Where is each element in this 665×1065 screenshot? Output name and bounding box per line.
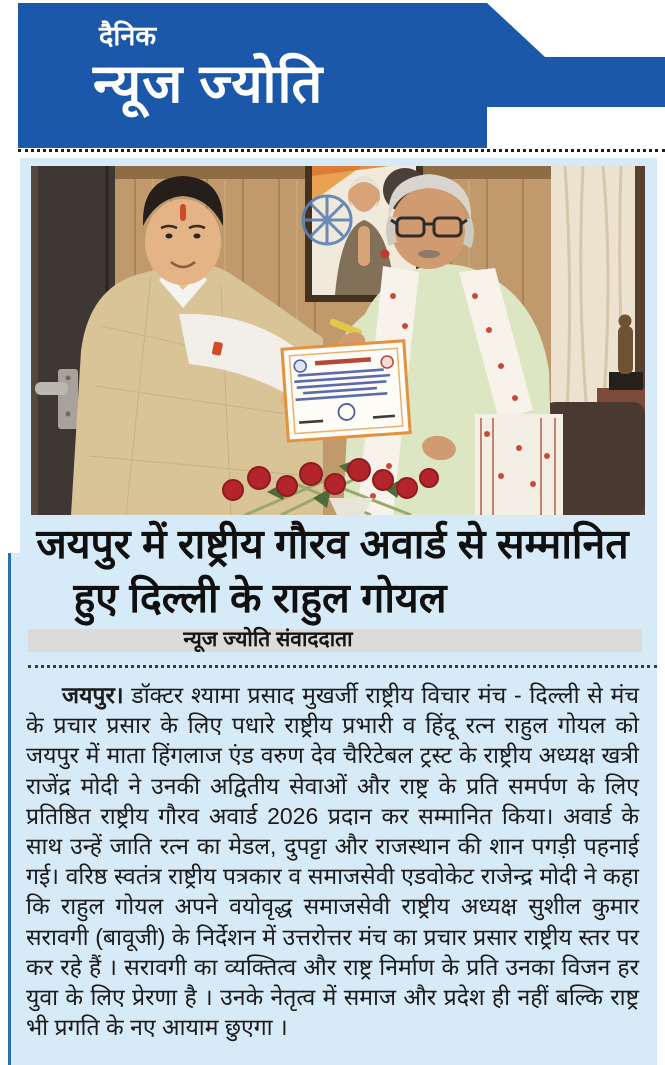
byline-strip [28,629,642,652]
award-certificate [282,341,410,441]
headline-line-2: हुए दिल्ली के राहुल गोयल [73,575,447,621]
tilak [180,204,186,221]
article-body-text: डॉक्टर श्यामा प्रसाद मुखर्जी राष्ट्रीय विचार मंच - दिल्ली से मंच के प्रचार प्रसार के लिए पधारे राष्ट्रीय प्रभारी व हिंदू रत्न राहुल गोयल को जयपुर में माता हिंगलाज एंड वरुण देव चैरिटेबल ट्रस्ट के राष्ट्रीय अध्यक्ष खत्री राजेंद्र मोदी ने उनकी अद्वितीय सेवाओं और राष्ट्र के प्रति समर्पण के लिए प्रतिष्ठित राष्ट्रीय गौरव अवार्ड 2026 प्रदान कर सम्मानित किया। अवार्ड के साथ उन्हें जाति रत्न का मेडल, दुपट्टा और राजस्थान की शान पगड़ी पहनाई गई। वरिष्ठ स्वतंत्र राष्ट्रीय पत्रकार व समाजसेवी एडवोकेट राजेन्द्र मोदी ने कहा कि राहुल गोयल अपने वयोवृद्ध समाजसेवी राष्ट्रीय अध्यक्ष सुशील कुमार सरावगी (बावूजी) के निर्देशन में उत्तरोत्तर मंच का प्रचार प्रसार राष्ट्रीय स्तर पर कर रहे हैं । सरावगी का व्यक्तित्व और राष्ट्र निर्माण के प्रति उनका विजन हर युवा के लिए प्रेरणा है । उनके नेतृत्व में समाज और प्रदेश ही नहीं बल्कि राष्ट्र भी प्रगति के नए आयाम छुएगा । [26,682,639,1041]
byline: न्यूज ज्योति संवाददाता [183,628,353,651]
chakra-left [303,196,351,244]
masthead-tagline: दैनिक [99,21,157,51]
news-photo [31,166,645,515]
headline-line-1: जयपुर में राष्ट्रीय गौरव अवार्ड से सम्मानित [36,521,629,567]
dotted-separator-mid [28,665,657,668]
clipping-left-border [8,553,11,1065]
dateline: जयपुर। [62,682,124,708]
article-body [26,680,639,1042]
masthead-title: न्यूज ज्योति [93,54,324,114]
dotted-separator-top [18,149,665,152]
